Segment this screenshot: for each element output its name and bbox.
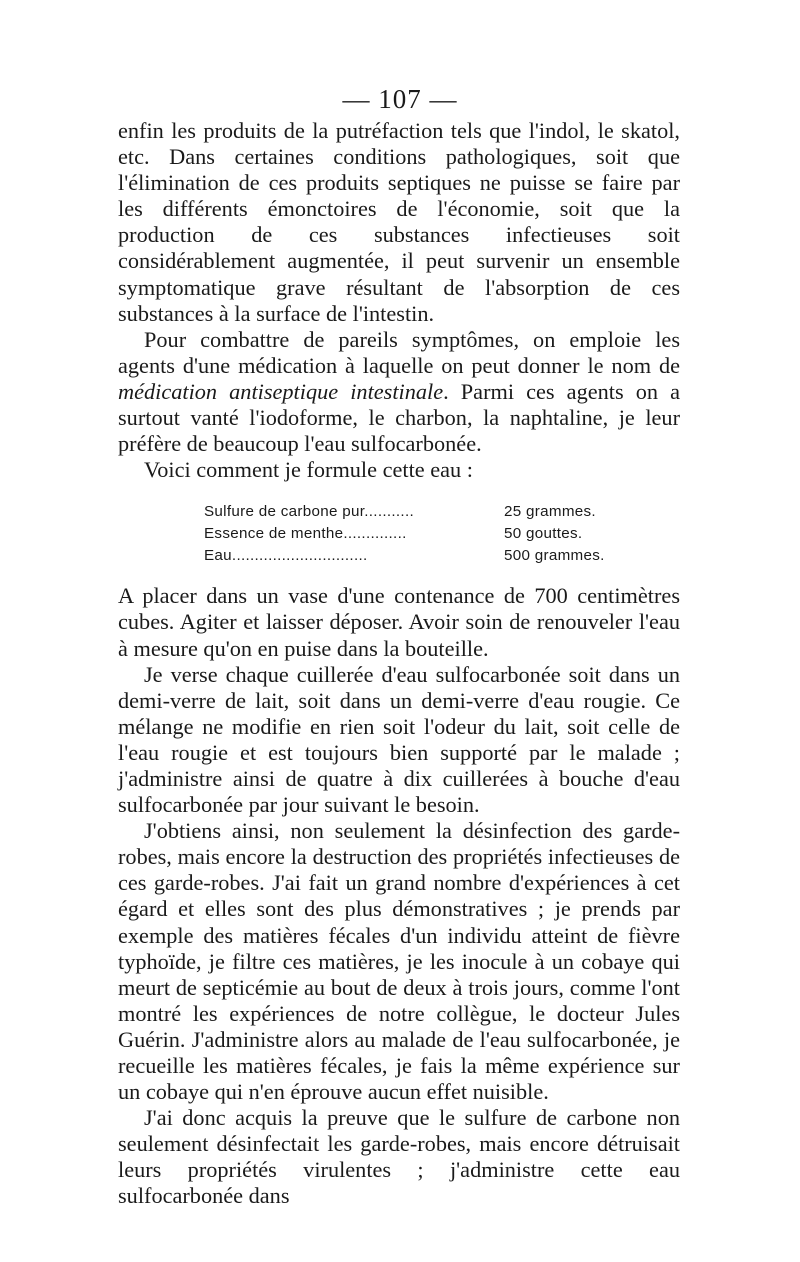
formula-intro: Voici comment je formule cette eau : <box>144 457 473 483</box>
recipe-amount: 25 grammes. <box>504 503 596 521</box>
recipe-list <box>204 501 624 567</box>
recipe-row <box>204 501 624 523</box>
antiseptic-text-after: . Parmi ces agents on a surtout vanté l'iodoforme, le charbon, la naphtaline, je leur préfère de beaucoup l'eau sulfocarbonée. <box>118 378 680 457</box>
recipe-amount: 50 gouttes. <box>504 525 583 543</box>
paragraph-administration: Je verse chaque cuillerée d'eau sulfocarbonée soit dans un demi-verre de lait, soit dans un demi-verre d'eau rougie. Ce mélange ne modifie en rien soit l'odeur du lait, soit celle de l'eau rougie et est toujours bien supporté par le malade ; j'administre ainsi de quatre à dix cuillerées à bouche d'eau sulfocarbonée par jour suivant le besoin. <box>118 661 680 818</box>
recipe-ingredient: Eau.............................. <box>204 547 368 565</box>
intro-paragraph: enfin les produits de la putréfaction tels que l'indol, le skatol, etc. Dans certaines conditions pathologiques, soit que l'élimination de ces produits septiques ne puisse se faire par les différents émonctoires de l'économie, soit que la production de ces substances infectieuses soit considérablement augmentée, il peut survenir un ensemble symptomatique grave résultant de l'absorption de ces substances à la surface de l'intestin. <box>118 118 680 326</box>
recipe-ingredient: Essence de menthe.............. <box>204 525 407 543</box>
recipe-row <box>204 545 624 567</box>
paragraph-conclusion: J'ai donc acquis la preuve que le sulfure de carbone non seulement désinfectait les garde-robes, mais encore détruisait leurs propriétés virulentes ; j'administre cette eau sulfocarbonée dans <box>118 1105 680 1209</box>
paragraph-experiments: J'obtiens ainsi, non seulement la désinfection des garde-robes, mais encore la destruction des propriétés infectieuses de ces garde-robes. J'ai fait un grand nombre d'expériences à cet égard et elles sont des plus démonstratives ; je prends par exemple des matières fécales d'un individu atteint de fièvre typhoïde, je filtre ces matières, je les inocule à un cobaye qui meurt de septicémie au bout de deux à trois jours, comme l'ont montré les expériences de notre collègue, le docteur Jules Guérin. J'administre alors au malade de l'eau sulfocarbonée, je recueille les matières fécales, je fais la même expérience sur un cobaye qui n'en éprouve aucun effet nuisible. <box>118 818 680 1105</box>
recipe-ingredient: Sulfure de carbone pur........... <box>204 503 414 521</box>
paragraph-container-instructions: A placer dans un vase d'une contenance de 700 centimètres cubes. Agiter et laisser déposer. Avoir soin de renouveler l'eau à mesure qu'on en puise dans la bouteille. <box>118 583 680 661</box>
antiseptic-paragraph <box>118 327 680 457</box>
antiseptic-text-before: Pour combattre de pareils symptômes, on emploie les agents d'une médication à laquelle on peut donner le nom de <box>118 326 680 378</box>
recipe-row <box>204 523 624 545</box>
antiseptic-emphasis: médication antiseptique intestinale <box>118 378 444 404</box>
page-number: — 107 — <box>342 84 458 114</box>
page-body <box>118 118 680 1210</box>
recipe-amount: 500 grammes. <box>504 547 605 565</box>
